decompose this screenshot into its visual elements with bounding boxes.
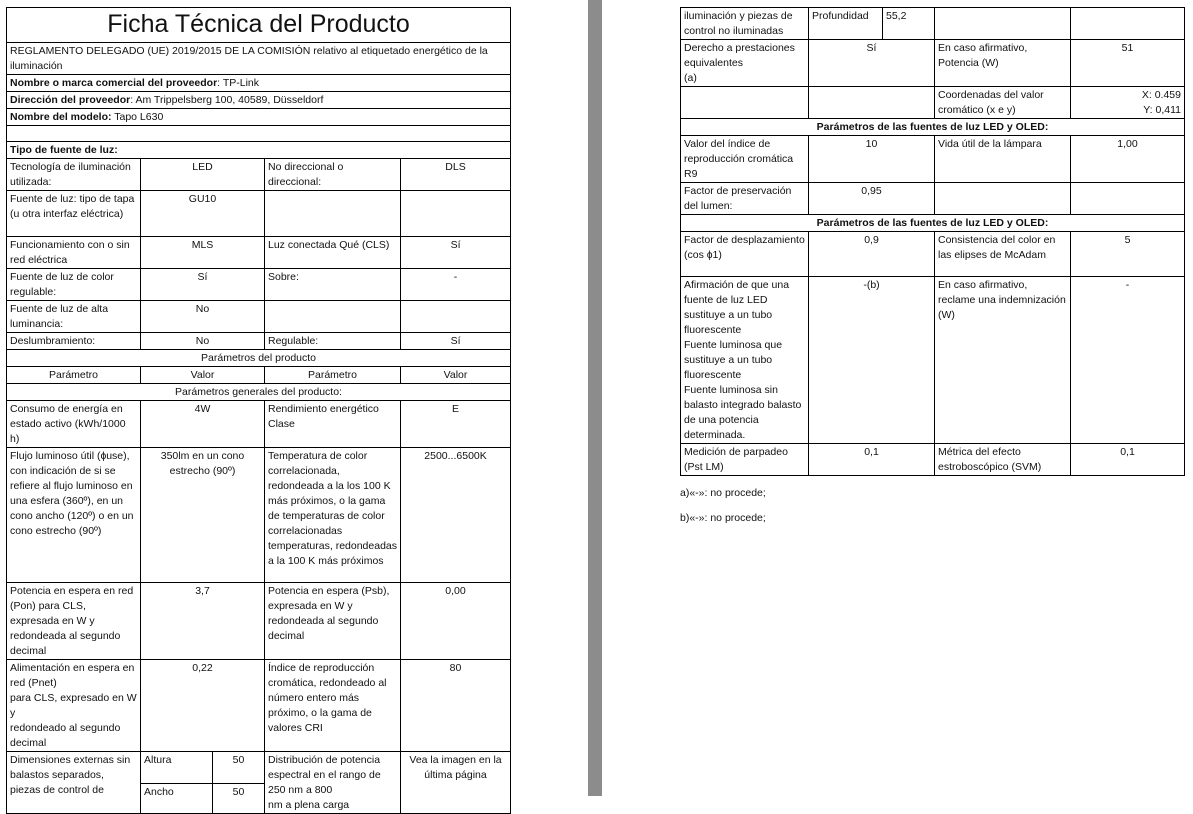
- param-cell: [681, 87, 809, 119]
- param-cell: Alimentación en espera en red (Pnet) para CLS, expresado en W y redondeado al segundo decimal: [7, 660, 141, 752]
- table-row: [7, 333, 511, 350]
- param-cell: [935, 8, 1071, 40]
- param-cell: Medición de parpadeo (Pst LM): [681, 444, 809, 476]
- param-cell: [265, 191, 401, 237]
- value-cell: 0,22: [141, 660, 265, 752]
- empty-row: [7, 126, 511, 142]
- value-cell: 4W: [141, 401, 265, 448]
- dimensions-row: [7, 752, 511, 784]
- param-cell: En caso afirmativo, Potencia (W): [935, 40, 1071, 87]
- height-value: 50: [213, 752, 265, 784]
- table-row: [7, 401, 511, 448]
- value-cell: 0,00: [401, 583, 511, 660]
- param-cell: Coordenadas del valor cromático (x e y): [935, 87, 1071, 119]
- table-row: [7, 191, 511, 237]
- value-cell: Sí: [809, 40, 935, 87]
- value-cell: 10: [809, 136, 935, 183]
- value-cell: 80: [401, 660, 511, 752]
- model-row: [7, 109, 511, 126]
- value-cell: Sí: [401, 333, 511, 350]
- table-row: [681, 232, 1185, 277]
- left-page: [0, 0, 590, 811]
- value-cell: [401, 191, 511, 237]
- param-cell: Flujo luminoso útil (ɸuse), con indicación de si se refiere al flujo luminoso en una esfera (360º), en un cono ancho (120º) o en un cono estrecho (90º): [7, 448, 141, 583]
- param-cell: Potencia en espera (Psb), expresada en W y redondeada al segundo decimal: [265, 583, 401, 660]
- value-cell: No: [141, 301, 265, 333]
- depth-value: 55,2: [883, 8, 935, 40]
- supplier-label: Nombre o marca comercial del proveedor: [10, 77, 218, 89]
- table-row: [7, 159, 511, 191]
- value-cell: LED: [141, 159, 265, 191]
- param-cell: Distribución de potencia espectral en el rango de 250 nm a 800 nm a plena carga: [265, 752, 401, 814]
- param-cell: Funcionamiento con o sin red eléctrica: [7, 237, 141, 269]
- column-header-value: Valor: [401, 367, 511, 384]
- param-cell: [265, 301, 401, 333]
- param-cell: [935, 183, 1071, 215]
- page-title: Ficha Técnica del Producto: [7, 8, 511, 43]
- column-header-value: Valor: [141, 367, 265, 384]
- right-page: [602, 0, 1193, 796]
- value-cell: GU10: [141, 191, 265, 237]
- address-row: [7, 92, 511, 109]
- product-sheet-table-right: [680, 7, 1185, 476]
- param-cell: Temperatura de color correlacionada, redondeada a la los 100 K más próximos, o la gama de temperaturas de color correlacionadas temperaturas, redondeadas a la 100 K más próximos: [265, 448, 401, 583]
- table-row: [7, 237, 511, 269]
- value-cell: Sí: [141, 269, 265, 301]
- product-sheet-table-left: [6, 7, 511, 814]
- footnote-a: a)«-»: no procede;: [680, 487, 766, 499]
- width-label: Ancho: [141, 783, 213, 814]
- led-params-header: Parámetros de las fuentes de luz LED y OLED:: [681, 215, 1185, 232]
- address-value: : Am Trippelsberg 100, 40589, Düsseldorf: [130, 94, 324, 106]
- param-cell: Derecho a prestaciones equivalentes (a): [681, 40, 809, 87]
- table-row: [681, 40, 1185, 87]
- value-cell: MLS: [141, 237, 265, 269]
- value-cell: -(b): [809, 277, 935, 444]
- param-cell: Índice de reproducción cromática, redondeado al número entero más próximo, o la gama de valores CRI: [265, 660, 401, 752]
- table-row: [7, 448, 511, 583]
- chromaticity-x: X: 0.459: [1141, 89, 1181, 101]
- footnote-b: b)«-»: no procede;: [680, 512, 766, 524]
- value-cell: -: [1071, 277, 1185, 444]
- general-params-header: Parámetros generales del producto:: [7, 384, 511, 401]
- value-cell: 0,95: [809, 183, 935, 215]
- chromaticity-y: Y: 0,411: [1143, 104, 1181, 116]
- supplier-row: [7, 75, 511, 92]
- param-cell: Regulable:: [265, 333, 401, 350]
- value-cell: No: [141, 333, 265, 350]
- value-cell: 0,9: [809, 232, 935, 277]
- page-divider: [588, 0, 603, 796]
- value-cell: 350lm en un cono estrecho (90º): [141, 448, 265, 583]
- value-cell: E: [401, 401, 511, 448]
- param-cell: Luz conectada Qué (CLS): [265, 237, 401, 269]
- param-cell: Fuente de luz: tipo de tapa (u otra interfaz eléctrica): [7, 191, 141, 237]
- param-cell: Potencia en espera en red (Pon) para CLS, expresada en W y redondeada al segundo decimal: [7, 583, 141, 660]
- depth-label: Profundidad: [809, 8, 883, 40]
- param-cell: Sobre:: [265, 269, 401, 301]
- model-label: Nombre del modelo:: [10, 111, 112, 123]
- param-cell: Tecnología de iluminación utilizada:: [7, 159, 141, 191]
- value-cell: [401, 301, 511, 333]
- column-header-param: Parámetro: [7, 367, 141, 384]
- value-cell: DLS: [401, 159, 511, 191]
- param-cell: Deslumbramiento:: [7, 333, 141, 350]
- table-row: [681, 8, 1185, 40]
- dimensions-label: Dimensiones externas sin balastos separados, piezas de control de: [7, 752, 141, 814]
- value-cell: 1,00: [1071, 136, 1185, 183]
- table-row: [681, 136, 1185, 183]
- value-cell: 5: [1071, 232, 1185, 277]
- value-cell: -: [401, 269, 511, 301]
- param-cell: Vida útil de la lámpara: [935, 136, 1071, 183]
- width-value: 50: [213, 783, 265, 814]
- chromaticity-values: [1071, 87, 1185, 119]
- table-row: [681, 277, 1185, 444]
- led-params-header: Parámetros de las fuentes de luz LED y OLED:: [681, 119, 1185, 136]
- value-cell: [809, 87, 935, 119]
- value-cell: 0,1: [1071, 444, 1185, 476]
- param-cell: Consumo de energía en estado activo (kWh/1000 h): [7, 401, 141, 448]
- param-cell: Consistencia del color en las elipses de McAdam: [935, 232, 1071, 277]
- table-row: [681, 183, 1185, 215]
- table-row: [7, 583, 511, 660]
- param-cell: Factor de preservación del lumen:: [681, 183, 809, 215]
- value-cell: 2500...6500K: [401, 448, 511, 583]
- value-cell: [1071, 8, 1185, 40]
- table-row: [681, 444, 1185, 476]
- param-cell: Fuente de luz de color regulable:: [7, 269, 141, 301]
- value-cell: Sí: [401, 237, 511, 269]
- param-cell: Rendimiento energético Clase: [265, 401, 401, 448]
- supplier-value: : TP-Link: [217, 77, 259, 89]
- table-row: [7, 660, 511, 752]
- param-cell: En caso afirmativo, reclame una indemnización (W): [935, 277, 1071, 444]
- param-cell: Métrica del efecto estroboscópico (SVM): [935, 444, 1071, 476]
- model-value: Tapo L630: [111, 111, 164, 123]
- param-cell: Afirmación de que una fuente de luz LED sustituye a un tubo fluorescente Fuente luminosa que sustituye a un tubo fluorescente Fuente luminosa sin balasto integrado balasto de una potencia determinada.: [681, 277, 809, 444]
- table-row: [7, 301, 511, 333]
- value-cell: [1071, 183, 1185, 215]
- param-cell: iluminación y piezas de control no iluminadas: [681, 8, 809, 40]
- param-cell: Factor de desplazamiento (cos ɸ1): [681, 232, 809, 277]
- value-cell: Vea la imagen en la última página: [401, 752, 511, 814]
- value-cell: 0,1: [809, 444, 935, 476]
- regulation-text: REGLAMENTO DELEGADO (UE) 2019/2015 DE LA COMISIÓN relativo al etiquetado energético de la iluminación: [7, 43, 511, 75]
- column-header-param: Parámetro: [265, 367, 401, 384]
- column-header-row: [7, 367, 511, 384]
- address-label: Dirección del proveedor: [10, 94, 131, 106]
- value-cell: 51: [1071, 40, 1185, 87]
- product-params-header: Parámetros del producto: [7, 350, 511, 367]
- param-cell: No direccional o direccional:: [265, 159, 401, 191]
- param-cell: Fuente de luz de alta luminancia:: [7, 301, 141, 333]
- light-source-type-label: Tipo de fuente de luz:: [7, 142, 511, 159]
- value-cell: 3,7: [141, 583, 265, 660]
- param-cell: Valor del índice de reproducción cromática R9: [681, 136, 809, 183]
- table-row: [7, 269, 511, 301]
- table-row: [681, 87, 1185, 119]
- height-label: Altura: [141, 752, 213, 784]
